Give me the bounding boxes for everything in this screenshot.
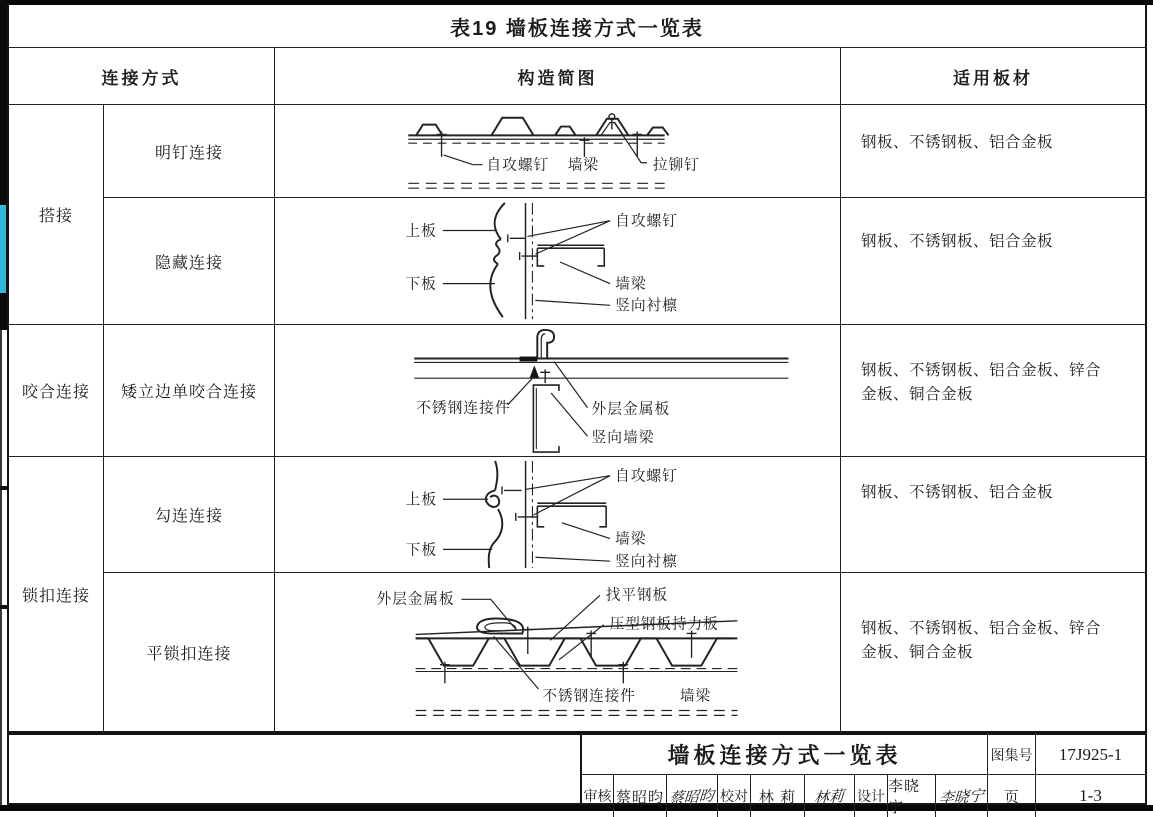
page-number: 1-3 xyxy=(1079,786,1102,805)
label-wall-beam: 墙梁 xyxy=(567,157,599,174)
diagram-hidden-connection-svg xyxy=(276,199,840,324)
vertical-beam-channel xyxy=(533,385,559,452)
materials-cell: 钢板、不锈钢板、铝合金板 xyxy=(841,105,1145,198)
label-vertical-purlin: 竖向衬檩 xyxy=(614,553,678,570)
label-self-tapping-screw: 自攻螺钉 xyxy=(614,213,678,230)
leader-lines xyxy=(443,475,610,560)
col-header-materials: 适用板材 xyxy=(841,48,1145,105)
label-blind-rivet: 拉铆钉 xyxy=(652,157,700,174)
title-block-main xyxy=(582,735,1145,816)
label-upper-panel: 上板 xyxy=(404,222,437,239)
diagram-hook-connection xyxy=(275,457,841,573)
label-leveling-steel-sheet: 找平钢板 xyxy=(605,587,668,604)
method-cell-flat-lock: 平锁扣连接 xyxy=(104,573,275,731)
label-lower-panel: 下板 xyxy=(405,541,437,558)
leader-arrowhead xyxy=(529,365,539,378)
group-cell-seam-joint: 咬合连接 xyxy=(9,325,104,457)
handwritten-signature: 蔡昭昀 xyxy=(668,785,716,808)
leader-lines xyxy=(442,220,609,305)
label-upper-panel: 上板 xyxy=(405,491,437,508)
diagram-flat-lock-svg xyxy=(276,574,840,730)
seam-base-plate xyxy=(519,356,537,361)
diagram-hook-connection-svg xyxy=(276,458,840,572)
group-cell-lock-joint: 锁扣连接 xyxy=(9,457,104,731)
label-stainless-clip: 不锈钢连接件 xyxy=(415,400,511,417)
diagram-flat-lock xyxy=(275,573,841,731)
handwritten-signature: 林莉 xyxy=(813,786,846,807)
group-cell-lap-joint: 搭接 xyxy=(9,105,104,325)
label-outer-metal-panel: 外层金属板 xyxy=(376,591,455,608)
label-vertical-wall-beam: 竖向墙梁 xyxy=(590,429,655,446)
drawing-title-block xyxy=(7,733,1147,816)
diagram-hidden-connection xyxy=(275,198,841,325)
label-vertical-purlin: 竖向衬檩 xyxy=(614,297,678,314)
page-left-border-thin xyxy=(0,330,2,805)
label-wall-beam: 墙梁 xyxy=(614,276,647,293)
diagram-standing-seam xyxy=(275,325,841,457)
method-cell-hidden: 隐藏连接 xyxy=(104,198,275,325)
method-cell-exposed-nail: 明钉连接 xyxy=(104,105,275,198)
materials-cell: 钢板、不锈钢板、铝合金板 xyxy=(841,198,1145,325)
diagram-standing-seam-svg xyxy=(276,326,840,456)
materials-cell: 钢板、不锈钢板、铝合金板、锌合金板、铜合金板 xyxy=(861,620,1102,661)
proofreader-name: 林 莉 xyxy=(751,775,805,817)
corrugated-deck-profile xyxy=(415,638,732,665)
col-header-diagram: 构造简图 xyxy=(275,48,841,105)
label-self-tapping-screw: 自攻螺钉 xyxy=(486,157,549,174)
designer-name: 李晓宁 xyxy=(888,775,936,817)
table-title: 表19 墙板连接方式一览表 xyxy=(9,5,1145,48)
reviewer-name: 蔡昭昀 xyxy=(614,775,667,817)
designer-label: 设计 xyxy=(855,775,888,817)
handwritten-signature: 李晓宁 xyxy=(938,785,985,808)
label-outer-metal-panel: 外层金属板 xyxy=(590,401,670,418)
sheet-title: 墙板连接方式一览表 xyxy=(582,735,988,775)
proofreader-label: 校对 xyxy=(718,775,751,817)
atlas-number-label: 图集号 xyxy=(988,735,1036,775)
atlas-number-value: 17J925-1 xyxy=(1036,735,1145,775)
title-block-empty-cell xyxy=(9,735,582,803)
label-profiled-bearing-sheet: 压型钢板持力板 xyxy=(609,616,719,633)
diagram-exposed-nail-svg xyxy=(276,106,840,197)
label-self-tapping-screw: 自攻螺钉 xyxy=(614,468,678,485)
col-header-connection: 连接方式 xyxy=(9,48,275,105)
method-cell-hook: 勾连连接 xyxy=(104,457,275,573)
seam-clip xyxy=(537,329,554,358)
screw-symbol xyxy=(540,369,550,383)
materials-cell: 钢板、不锈钢板、铝合金板 xyxy=(841,457,1145,573)
reviewer-label: 审核 xyxy=(582,775,614,817)
diagram-exposed-nail xyxy=(275,105,841,198)
cyan-edge-marker xyxy=(0,205,6,293)
method-cell-single-seam: 矮立边单咬合连接 xyxy=(104,325,275,457)
label-lower-panel: 下板 xyxy=(404,276,437,293)
screw-symbols xyxy=(507,234,537,260)
rolled-seam xyxy=(477,619,523,635)
wall-beam-channel xyxy=(537,503,606,527)
page-label: 页 xyxy=(988,775,1036,817)
connection-methods-table xyxy=(7,5,1147,733)
materials-cell: 钢板、不锈钢板、铝合金板、锌合金板、铜合金板 xyxy=(841,325,1145,457)
label-wall-beam: 墙梁 xyxy=(679,688,711,705)
label-stainless-clip: 不锈钢连接件 xyxy=(541,688,636,705)
label-wall-beam: 墙梁 xyxy=(614,531,646,547)
